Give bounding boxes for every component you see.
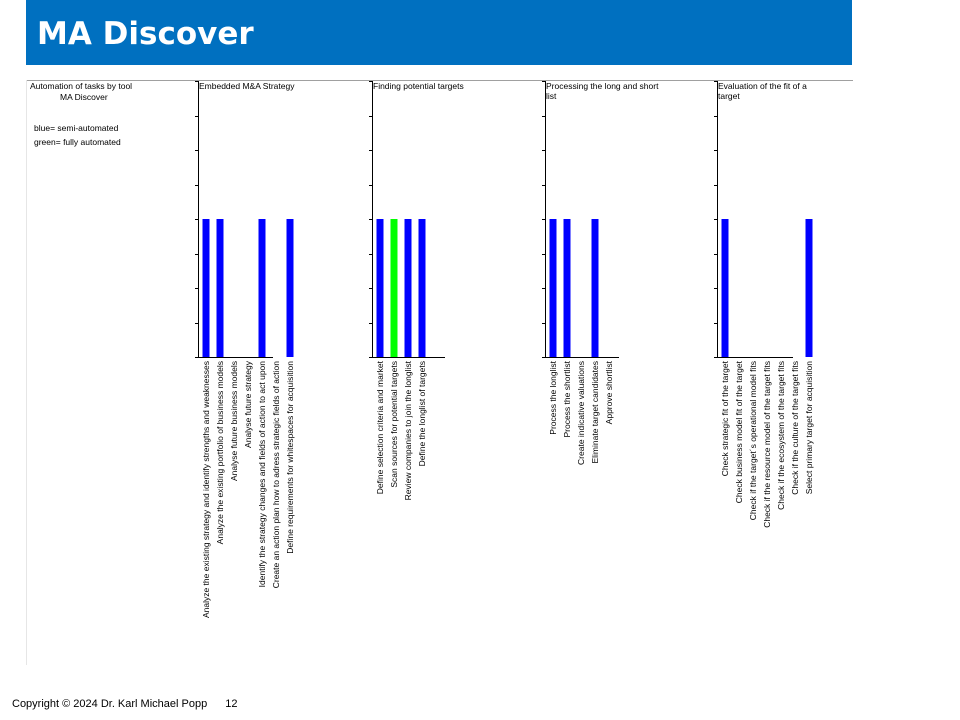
x-tick-label: Create an action plan how to adress strategic fields of action — [271, 361, 281, 589]
chart-panel-4 — [714, 81, 818, 528]
x-tick-label: Check business model fit of the target — [734, 361, 744, 504]
x-tick-label: Scan sources for potential targets — [389, 361, 399, 488]
x-tick-label: Check if the ecosystem of the target fits — [776, 361, 786, 510]
copyright-text: Copyright © 2024 Dr. Karl Michael Popp — [12, 698, 208, 710]
chart-panel-2 — [369, 81, 533, 500]
bar — [287, 219, 294, 357]
bar — [592, 219, 599, 357]
x-tick-label: Check if the resource model of the target fits — [762, 361, 772, 528]
panel-title-text: Processing the long and short list — [546, 81, 659, 101]
bar — [419, 219, 426, 357]
bar — [217, 219, 224, 357]
x-tick-label: Analyze the existing strategy and identify strengths and weaknesses — [201, 361, 211, 619]
bar — [806, 219, 813, 357]
x-tick-label: Review companies to join the longlist — [403, 361, 413, 501]
panel-title — [718, 81, 818, 111]
chart-area — [26, 80, 853, 665]
bar — [391, 219, 398, 357]
x-tick-label: Define selection criteria and market — [375, 361, 385, 495]
legend-subtitle: MA Discover — [60, 92, 108, 102]
bar — [550, 219, 557, 357]
bar — [259, 219, 266, 357]
legend-title: Automation of tasks by tool — [30, 81, 133, 91]
bar-charts — [27, 80, 853, 665]
x-tick-label: Analyze the existing portfolio of business models — [215, 361, 225, 545]
bar — [405, 219, 412, 357]
title-banner — [26, 0, 852, 65]
x-tick-label: Process the shortlist — [562, 361, 572, 438]
panel-title-text: Finding potential targets — [373, 81, 464, 91]
x-tick-label: Analyse future strategy — [243, 361, 253, 448]
chart-panel-3 — [542, 81, 666, 465]
bar — [377, 219, 384, 357]
legend-green-note: green= fully automated — [34, 137, 121, 147]
x-tick-label: Check if the target´s operational model fits — [748, 361, 758, 521]
x-tick-label: Eliminate target candidates — [590, 361, 600, 464]
legend-blue-note: blue= semi-automated — [34, 123, 119, 133]
x-tick-label: Process the longlist — [548, 361, 558, 435]
x-tick-label: Define requirements for whitespaces for acquisition — [285, 361, 295, 554]
x-tick-label: Check if the culture of the target fits — [790, 361, 800, 495]
panel-title — [199, 81, 359, 111]
page-number: 12 — [225, 698, 238, 710]
page-title: MA Discover — [37, 16, 254, 52]
x-tick-label: Identify the strategy changes and fields of action to act upon — [257, 361, 267, 588]
chart-panel-1 — [195, 81, 359, 618]
panel-title — [546, 81, 666, 111]
x-tick-label: Approve shortlist — [604, 361, 614, 425]
x-tick-label: Select primary target for acquisition — [804, 361, 814, 495]
panel-title — [373, 81, 533, 111]
panel-title-text: Embedded M&A Strategy — [199, 81, 295, 91]
x-tick-label: Analyse future business models — [229, 361, 239, 482]
bar — [203, 219, 210, 357]
x-tick-label: Check strategic fit of the target — [720, 361, 730, 477]
x-tick-label: Create indicative valuations — [576, 361, 586, 465]
panel-title-text: Evaluation of the fit of a target — [718, 81, 807, 101]
x-tick-label: Define the longlist of targets — [417, 361, 427, 467]
bar — [722, 219, 729, 357]
bar — [564, 219, 571, 357]
footer — [12, 698, 237, 710]
